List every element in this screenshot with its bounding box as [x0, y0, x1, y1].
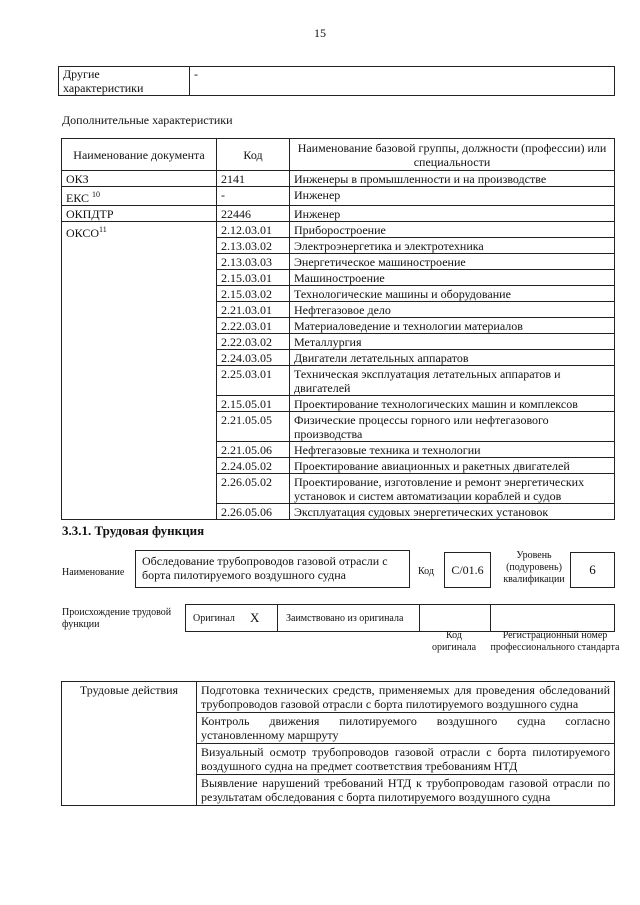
- reg-number-caption: Регистрационный номер профессионального стандарта: [490, 630, 620, 653]
- doc-name: ЕКС: [66, 191, 90, 205]
- code-cell: 22446: [217, 206, 290, 222]
- doc-name: ОКСО: [66, 226, 100, 240]
- original-code-cell: [419, 604, 491, 632]
- labor-actions-table: [61, 681, 615, 806]
- code-cell: 2141: [217, 171, 290, 187]
- name-cell: Проектирование технологических машин и комплексов: [290, 396, 615, 412]
- name-cell: Проектирование авиационных и ракетных двигателей: [290, 458, 615, 474]
- function-name-value: Обследование трубопроводов газовой отрасли с борта пилотируемого воздушного судна: [142, 554, 388, 582]
- original-mark: X: [250, 610, 260, 625]
- origin-label: Происхождение трудовой функции: [62, 607, 172, 630]
- code-cell: 2.15.03.01: [217, 270, 290, 286]
- footnote-ref: 10: [92, 190, 101, 199]
- doc-name: ОКПДТР: [66, 207, 114, 221]
- code-label: Код: [418, 566, 434, 577]
- name-label: Наименование: [62, 567, 125, 578]
- code-cell: 2.22.03.02: [217, 334, 290, 350]
- footnote-ref: 11: [99, 225, 107, 234]
- original-cell: [185, 604, 278, 632]
- name-cell: Металлургия: [290, 334, 615, 350]
- labor-action-item: Контроль движения пилотируемого воздушного судна согласно установленному маршруту: [197, 713, 615, 744]
- name-cell: Эксплуатация судовых энергетических установок: [290, 504, 615, 520]
- page-number: 15: [314, 26, 326, 40]
- original-label: Оригинал: [193, 613, 235, 624]
- name-cell: Инженеры в промышленности и на производстве: [290, 171, 615, 187]
- table-row: [62, 682, 615, 713]
- labor-action-item: Подготовка технических средств, применяемых для проведения обследований трубопроводов газовой отрасли с борта пилотируемого воздушного судна: [197, 682, 615, 713]
- code-cell: 2.25.03.01: [217, 366, 290, 396]
- name-cell: Технологические машины и оборудование: [290, 286, 615, 302]
- name-cell: Инженер: [290, 206, 615, 222]
- labor-action-item: Визуальный осмотр трубопроводов газовой отрасли с борта пилотируемого воздушного судна на предмет соответствия требованиям НТД: [197, 744, 615, 775]
- name-cell: Двигатели летательных аппаратов: [290, 350, 615, 366]
- code-cell: 2.13.03.03: [217, 254, 290, 270]
- name-cell: Электроэнергетика и электротехника: [290, 238, 615, 254]
- name-cell: Материаловедение и технологии материалов: [290, 318, 615, 334]
- name-cell: Энергетическое машиностроение: [290, 254, 615, 270]
- header-document: Наименование документа: [62, 139, 217, 171]
- code-cell: 2.26.05.02: [217, 474, 290, 504]
- label-line-1: Другие: [63, 67, 100, 81]
- name-cell: Нефтегазовое дело: [290, 302, 615, 318]
- borrowed-label: Заимствовано из оригинала: [286, 613, 404, 624]
- section-title: 3.3.1. Трудовая функция: [62, 523, 205, 538]
- code-cell: 2.15.03.02: [217, 286, 290, 302]
- doc-cell: [62, 206, 217, 222]
- table-row: [62, 222, 615, 238]
- borrowed-cell: [277, 604, 420, 632]
- code-cell: 2.26.05.06: [217, 504, 290, 520]
- additional-characteristics-title: Дополнительные характеристики: [62, 113, 233, 127]
- name-cell: Техническая эксплуатация летательных аппаратов и двигателей: [290, 366, 615, 396]
- code-cell: 2.13.03.02: [217, 238, 290, 254]
- code-cell: 2.12.03.01: [217, 222, 290, 238]
- doc-cell: [62, 222, 217, 520]
- function-name-box: [135, 550, 410, 588]
- name-cell: Проектирование, изготовление и ремонт энергетических установок и систем автоматизации кораблей и судов: [290, 474, 615, 504]
- name-cell: Физические процессы горного или нефтегазового производства: [290, 412, 615, 442]
- function-code-value: С/01.6: [444, 552, 491, 588]
- other-characteristics-table: [58, 66, 615, 96]
- code-cell: 2.24.05.02: [217, 458, 290, 474]
- code-cell: 2.15.05.01: [217, 396, 290, 412]
- reg-number-cell: [490, 604, 615, 632]
- code-cell: 2.21.05.06: [217, 442, 290, 458]
- doc-name: ОКЗ: [66, 172, 89, 186]
- code-cell: 2.21.03.01: [217, 302, 290, 318]
- name-cell: Приборостроение: [290, 222, 615, 238]
- name-cell: Нефтегазовые техника и технологии: [290, 442, 615, 458]
- labor-actions-label: Трудовые действия: [62, 682, 197, 806]
- table-row: [62, 206, 615, 222]
- doc-cell: [62, 187, 217, 206]
- header-name: Наименование базовой группы, должности (профессии) или специальности: [290, 139, 615, 171]
- other-characteristics-value: -: [190, 67, 615, 96]
- label-line-2: характеристики: [63, 81, 144, 95]
- level-label: Уровень (подуровень) квалификации: [503, 550, 565, 585]
- level-value: 6: [570, 552, 615, 588]
- header-code: Код: [217, 139, 290, 171]
- name-cell: Инженер: [290, 187, 615, 206]
- doc-cell: [62, 171, 217, 187]
- table-row: [62, 187, 615, 206]
- code-cell: -: [217, 187, 290, 206]
- code-cell: 2.24.03.05: [217, 350, 290, 366]
- other-characteristics-label: [59, 67, 190, 96]
- labor-action-item: Выявление нарушений требований НТД к трубопроводам газовой отрасли по результатам обследования с борта пилотируемого воздушного судна: [197, 775, 615, 806]
- code-cell: 2.21.05.05: [217, 412, 290, 442]
- additional-characteristics-table: [61, 138, 615, 520]
- name-cell: Машиностроение: [290, 270, 615, 286]
- code-cell: 2.22.03.01: [217, 318, 290, 334]
- original-code-caption: Код оригинала: [431, 630, 477, 653]
- table-row: [62, 171, 615, 187]
